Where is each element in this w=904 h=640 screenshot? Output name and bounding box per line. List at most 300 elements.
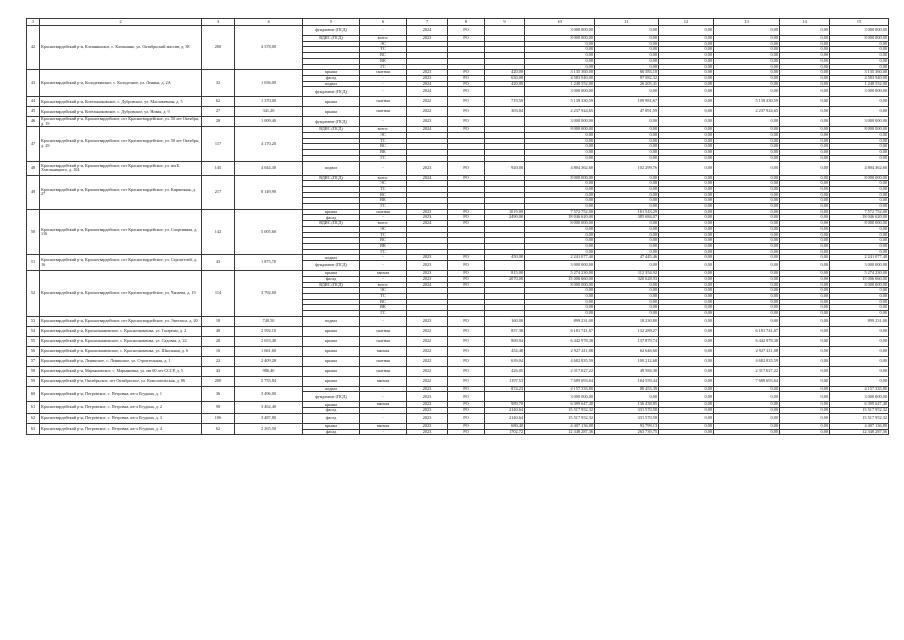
col-count: 98 xyxy=(202,402,235,413)
col-total-cost: 2 241 077,40 xyxy=(525,255,595,261)
col-11: 26 205,41 xyxy=(595,81,659,87)
address-cell: Красногвардейский р-н, Котельниковское, с. Дубровское, ул. Новая, д. 9 xyxy=(40,107,202,117)
col-15: 4 583 940,00 xyxy=(830,75,889,81)
col-material: - xyxy=(360,215,407,221)
col-12: 0,00 xyxy=(659,271,714,277)
col-15: 0,00 xyxy=(830,376,889,386)
col-12: 0,00 xyxy=(659,282,714,288)
col-year: 2022 xyxy=(407,107,448,117)
col-year: 2024 xyxy=(407,221,448,227)
col-source: РО xyxy=(448,175,485,181)
col-count: 36 xyxy=(202,386,235,402)
col-15: 12 348 287,36 xyxy=(830,429,889,435)
col-source: РО xyxy=(448,271,485,277)
col-12: 0,00 xyxy=(659,75,714,81)
col-source: РО xyxy=(448,282,485,288)
col-13: 0,00 xyxy=(714,198,780,204)
col-11: 0,00 xyxy=(595,117,659,127)
col-12: 0,00 xyxy=(659,26,714,36)
col-13: 0,00 xyxy=(714,64,780,70)
header-col-11: 11 xyxy=(595,19,659,26)
col-volume: 2140,64 xyxy=(485,408,525,414)
col-12: 0,00 xyxy=(659,299,714,305)
col-13: 2 927 411,08 xyxy=(714,346,780,356)
col-year: 2023 xyxy=(407,408,448,414)
col-14: 0,00 xyxy=(780,150,830,156)
col-14: 0,00 xyxy=(780,271,830,277)
col-total-cost: 0,00 xyxy=(525,249,595,255)
col-14: 0,00 xyxy=(780,423,830,429)
col-work-type: ВДИС (ПСД) xyxy=(303,127,360,133)
col-15: 0,00 xyxy=(830,144,889,150)
col-11: 331 570,58 xyxy=(595,413,659,423)
col-volume xyxy=(485,392,525,402)
col-14: 0,00 xyxy=(780,356,830,366)
col-material: ГС xyxy=(360,155,407,161)
col-material: - xyxy=(360,408,407,414)
col-14: 0,00 xyxy=(780,238,830,244)
col-material: ТС xyxy=(360,293,407,299)
col-12: 0,00 xyxy=(659,144,714,150)
col-year: 2024 xyxy=(407,81,448,87)
col-count: 62 xyxy=(202,97,235,107)
table-row xyxy=(27,117,889,127)
col-12: 0,00 xyxy=(659,261,714,271)
header-col-5: 5 xyxy=(303,19,360,26)
col-11: 0,00 xyxy=(595,226,659,232)
col-area: 1 661,60 xyxy=(235,346,303,356)
row-number: 55 xyxy=(27,336,40,346)
col-work-type: крыша xyxy=(303,97,360,107)
repair-plan-table xyxy=(26,18,889,435)
col-count: 217 xyxy=(202,175,235,209)
col-15: 0,00 xyxy=(830,155,889,161)
table-row xyxy=(27,26,889,36)
col-11: 0,00 xyxy=(595,305,659,311)
address-cell: Красногвардейский р-н, Колодезянское, с. Колодезное, ул. Ленина, д. 2А xyxy=(40,70,202,97)
row-number: 44 xyxy=(27,97,40,107)
address-cell: Красногвардейский р-н, Красногвардейское, пгт Красногвардейское, ул. Строителей, д. 16 xyxy=(40,255,202,271)
col-material: ГС xyxy=(360,204,407,210)
col-total-cost: 3 000 000,00 xyxy=(525,117,595,127)
col-13: 0,00 xyxy=(714,87,780,97)
col-volume xyxy=(485,261,525,271)
col-year: 2024 xyxy=(407,282,448,288)
col-12: 0,00 xyxy=(659,41,714,47)
col-11: 0,00 xyxy=(595,204,659,210)
row-number: 53 xyxy=(27,316,40,326)
col-volume: 1197,53 xyxy=(485,376,525,386)
table-row xyxy=(27,316,889,326)
address-cell: Красногвардейский р-н, Красногвардейское, пгт Красногвардейское, ул. Спортивная, д. 116 xyxy=(40,209,202,255)
col-12: 0,00 xyxy=(659,232,714,238)
col-11: 93 799,13 xyxy=(595,423,659,429)
col-year: 2023 xyxy=(407,70,448,76)
header-col-13: 13 xyxy=(714,19,780,26)
col-area: 986,40 xyxy=(235,366,303,376)
col-15: 3 000 000,00 xyxy=(830,261,889,271)
col-material: - xyxy=(360,429,407,435)
col-15: 5 274 230,00 xyxy=(830,271,889,277)
col-year: 2023 xyxy=(407,215,448,221)
col-count: 145 xyxy=(202,161,235,175)
col-work-type: фасад xyxy=(303,276,360,282)
col-14: 0,00 xyxy=(780,276,830,282)
col-14: 0,00 xyxy=(780,215,830,221)
col-13: 0,00 xyxy=(714,305,780,311)
col-material: скатная xyxy=(360,97,407,107)
col-15: 0,00 xyxy=(830,346,889,356)
col-14: 0,00 xyxy=(780,64,830,70)
col-total-cost: 0,00 xyxy=(525,192,595,198)
col-11: 0,00 xyxy=(595,58,659,64)
col-11: 109 981,67 xyxy=(595,97,659,107)
col-source: РО xyxy=(448,70,485,76)
col-11: 0,00 xyxy=(595,192,659,198)
col-year: 2023 xyxy=(407,117,448,127)
col-source: РО xyxy=(448,408,485,414)
col-11: 66 583,10 xyxy=(595,70,659,76)
col-count: 200 xyxy=(202,26,235,70)
col-year: 2023 xyxy=(407,276,448,282)
col-13: 0,00 xyxy=(714,249,780,255)
col-year: 2023 xyxy=(407,413,448,423)
col-total-cost: 0,00 xyxy=(525,204,595,210)
col-material: ВС xyxy=(360,192,407,198)
col-material: - xyxy=(360,81,407,87)
address-cell: Красногвардейский р-н, Красногвардейское, пгт Красногвардейское, ул. 50 лет Октября, д. 19 xyxy=(40,117,202,127)
col-material: скатная xyxy=(360,107,407,117)
col-15: 0,00 xyxy=(830,186,889,192)
col-11: 0,00 xyxy=(595,261,659,271)
col-total-cost: 8 000 000,00 xyxy=(525,221,595,227)
col-14: 0,00 xyxy=(780,249,830,255)
col-area: 3 496,00 xyxy=(235,386,303,402)
col-15: 15 517 952,32 xyxy=(830,413,889,423)
col-volume xyxy=(485,26,525,36)
col-12: 0,00 xyxy=(659,356,714,366)
col-work-type: фундамент (ПСД) xyxy=(303,26,360,36)
table-row xyxy=(27,107,889,117)
col-13: 0,00 xyxy=(714,276,780,282)
col-15: 8 000 000,00 xyxy=(830,127,889,133)
col-14: 0,00 xyxy=(780,97,830,107)
col-source: РО xyxy=(448,376,485,386)
col-12: 0,00 xyxy=(659,198,714,204)
row-number: 48 xyxy=(27,161,40,175)
col-material: ГС xyxy=(360,249,407,255)
col-material: всего: xyxy=(360,282,407,288)
col-11: 0,00 xyxy=(595,181,659,187)
col-work-type: фундамент (ПСД) xyxy=(303,87,360,97)
col-total-cost: 7 689 693,64 xyxy=(525,376,595,386)
col-year: 2024 xyxy=(407,26,448,36)
col-volume: 869,94 xyxy=(485,336,525,346)
col-total-cost: 0,00 xyxy=(525,181,595,187)
col-source: РО xyxy=(448,261,485,271)
col-total-cost: 0,00 xyxy=(525,144,595,150)
address-cell: Красногвардейский р-н, Петровское, с. Петровка, кв-л Егудина, д. 1 xyxy=(40,386,202,402)
row-number: 57 xyxy=(27,356,40,366)
col-13: 0,00 xyxy=(714,127,780,133)
col-year: 2023 xyxy=(407,423,448,429)
col-13: 0,00 xyxy=(714,138,780,144)
col-11: 100 212,68 xyxy=(595,356,659,366)
col-total-cost: 12 348 287,36 xyxy=(525,429,595,435)
col-13: 2 237 924,65 xyxy=(714,107,780,117)
col-14: 0,00 xyxy=(780,161,830,175)
col-14: 0,00 xyxy=(780,75,830,81)
col-material: мягкая xyxy=(360,271,407,277)
col-year: 2023 xyxy=(407,386,448,392)
col-volume: 874,23 xyxy=(485,386,525,392)
col-13: 0,00 xyxy=(714,26,780,36)
address-cell: Красногвардейский р-н, Красногвардейское, пгт Красногвардейское, ул. 50 лет Октября, д. 29 xyxy=(40,127,202,161)
col-total-cost: 8 000 000,00 xyxy=(525,36,595,42)
col-12: 0,00 xyxy=(659,70,714,76)
col-15: 3 000 000,00 xyxy=(830,26,889,36)
col-material: - xyxy=(360,255,407,261)
col-11: 164 559,44 xyxy=(595,376,659,386)
col-14: 0,00 xyxy=(780,376,830,386)
col-15: 0,00 xyxy=(830,336,889,346)
col-13: 0,00 xyxy=(714,175,780,181)
col-source: РО xyxy=(448,81,485,87)
col-material: всего: xyxy=(360,36,407,42)
col-13: 0,00 xyxy=(714,117,780,127)
col-14: 0,00 xyxy=(780,36,830,42)
col-year: 2022 xyxy=(407,336,448,346)
address-cell: Красногвардейский р-н, Красногвардейское, пгт Красногвардейское, ул. Чапаева, д. 19 xyxy=(40,271,202,317)
col-14: 0,00 xyxy=(780,346,830,356)
col-source: РО xyxy=(448,209,485,215)
col-15: 0,00 xyxy=(830,138,889,144)
row-number: 62 xyxy=(27,413,40,423)
col-source: РО xyxy=(448,75,485,81)
col-12: 0,00 xyxy=(659,138,714,144)
col-15: 15 006 660,00 xyxy=(830,276,889,282)
table-row xyxy=(27,161,889,175)
col-12: 0,00 xyxy=(659,87,714,97)
col-13: 0,00 xyxy=(714,155,780,161)
col-source: РО xyxy=(448,402,485,408)
col-material: скатная xyxy=(360,356,407,366)
col-15: 0,00 xyxy=(830,192,889,198)
col-total-cost: 0,00 xyxy=(525,305,595,311)
col-11: 0,00 xyxy=(595,127,659,133)
col-11: 97 582,32 xyxy=(595,75,659,81)
col-volume: 680,40 xyxy=(485,423,525,429)
col-13: 0,00 xyxy=(714,288,780,294)
col-11: 47 445,46 xyxy=(595,255,659,261)
col-12: 0,00 xyxy=(659,288,714,294)
col-11: 0,00 xyxy=(595,41,659,47)
table-row xyxy=(27,413,889,423)
col-total-cost: 8 000 000,00 xyxy=(525,175,595,181)
col-source: РО xyxy=(448,26,485,36)
col-volume: 420,00 xyxy=(485,70,525,76)
col-15: 8 000 000,00 xyxy=(830,221,889,227)
col-material: ЭС xyxy=(360,41,407,47)
col-area: 740,50 xyxy=(235,316,303,326)
col-work-type: ВДИС (ПСД) xyxy=(303,175,360,181)
col-14: 0,00 xyxy=(780,209,830,215)
col-12: 0,00 xyxy=(659,311,714,317)
col-total-cost: 0,00 xyxy=(525,311,595,317)
col-material: ЭС xyxy=(360,288,407,294)
col-total-cost: 0,00 xyxy=(525,238,595,244)
col-work-type: подвал xyxy=(303,255,360,261)
header-col-12: 12 xyxy=(659,19,714,26)
col-total-cost: 0,00 xyxy=(525,58,595,64)
col-work-type: фасад xyxy=(303,413,360,423)
col-14: 0,00 xyxy=(780,408,830,414)
document-sheet xyxy=(26,18,888,435)
col-work-type: фасад xyxy=(303,408,360,414)
col-13: 0,00 xyxy=(714,226,780,232)
col-14: 0,00 xyxy=(780,221,830,227)
col-total-cost: 4 583 940,00 xyxy=(525,75,595,81)
col-11: 0,00 xyxy=(595,186,659,192)
col-15: 0,00 xyxy=(830,326,889,336)
row-number: 42 xyxy=(27,26,40,70)
col-15: 0,00 xyxy=(830,53,889,59)
col-total-cost: 0,00 xyxy=(525,47,595,53)
col-material: скатная xyxy=(360,209,407,215)
col-12: 0,00 xyxy=(659,255,714,261)
col-12: 0,00 xyxy=(659,117,714,127)
col-12: 0,00 xyxy=(659,366,714,376)
table-row xyxy=(27,356,889,366)
col-11: 161 543,29 xyxy=(595,209,659,215)
col-14: 0,00 xyxy=(780,87,830,97)
col-total-cost: 4 804 362,60 xyxy=(525,161,595,175)
col-work-type: крыша xyxy=(303,402,360,408)
col-total-cost: 0,00 xyxy=(525,232,595,238)
col-year: 2022 xyxy=(407,376,448,386)
col-12: 0,00 xyxy=(659,53,714,59)
col-12: 0,00 xyxy=(659,186,714,192)
col-total-cost: 0,00 xyxy=(525,53,595,59)
row-number: 58 xyxy=(27,366,40,376)
col-13: 0,00 xyxy=(714,271,780,277)
row-number: 59 xyxy=(27,376,40,386)
col-15: 0,00 xyxy=(830,249,889,255)
header-col-1: 1 xyxy=(27,19,40,26)
col-area: 5 005,60 xyxy=(235,209,303,255)
table-row xyxy=(27,366,889,376)
col-13: 0,00 xyxy=(714,293,780,299)
col-material: - xyxy=(360,87,407,97)
col-year: 2022 xyxy=(407,346,448,356)
col-14: 0,00 xyxy=(780,58,830,64)
col-volume: 303,04 xyxy=(485,107,525,117)
address-cell: Красногвардейский р-н, Красногвардейское, пгт Красногвардейское, ул. им Б. Хмельницкого, д. 104 xyxy=(40,161,202,175)
col-13: 0,00 xyxy=(714,221,780,227)
col-15: 0,00 xyxy=(830,181,889,187)
col-12: 0,00 xyxy=(659,316,714,326)
address-cell: Красногвардейский р-н, Краснознаменское, с. Краснознаменка, ул. Гагарина, д. 2 xyxy=(40,326,202,336)
col-total-cost: 0,00 xyxy=(525,150,595,156)
col-11: 0,00 xyxy=(595,133,659,139)
col-material: - xyxy=(360,75,407,81)
col-count: 114 xyxy=(202,271,235,317)
col-11: 62 646,60 xyxy=(595,346,659,356)
col-12: 0,00 xyxy=(659,215,714,221)
row-number: 49 xyxy=(27,175,40,209)
col-year: 2024 xyxy=(407,175,448,181)
col-12: 0,00 xyxy=(659,293,714,299)
col-year: 2023 xyxy=(407,255,448,261)
col-source: РО xyxy=(448,276,485,282)
col-source: РО xyxy=(448,336,485,346)
col-11: 0,00 xyxy=(595,249,659,255)
col-13: 0,00 xyxy=(714,81,780,87)
col-work-type: подвал xyxy=(303,386,360,392)
col-13: 0,00 xyxy=(714,232,780,238)
col-material: - xyxy=(360,161,407,175)
col-15: 0,00 xyxy=(830,47,889,53)
col-11: 18 230,80 xyxy=(595,316,659,326)
col-count: 32 xyxy=(202,70,235,97)
col-11: 0,00 xyxy=(595,232,659,238)
col-15: 4 157 335,80 xyxy=(830,386,889,392)
col-11: 0,00 xyxy=(595,26,659,36)
col-area: 3 462,40 xyxy=(235,402,303,413)
col-14: 0,00 xyxy=(780,261,830,271)
col-work-type: фасад xyxy=(303,215,360,221)
col-year: 2023 xyxy=(407,261,448,271)
col-material: ЭС xyxy=(360,226,407,232)
col-count: 48 xyxy=(202,326,235,336)
col-12: 0,00 xyxy=(659,336,714,346)
col-14: 0,00 xyxy=(780,26,830,36)
col-material: ТС xyxy=(360,47,407,53)
col-11: 0,00 xyxy=(595,299,659,305)
col-source: РО xyxy=(448,316,485,326)
row-number: 50 xyxy=(27,209,40,255)
header-col-7: 7 xyxy=(407,19,448,26)
col-material: - xyxy=(360,392,407,402)
col-work-type: крыша xyxy=(303,107,360,117)
col-11: 385 684,07 xyxy=(595,215,659,221)
col-15: 0,00 xyxy=(830,288,889,294)
col-total-cost: 2 927 411,08 xyxy=(525,346,595,356)
col-material: скатная xyxy=(360,70,407,76)
col-count: 43 xyxy=(202,366,235,376)
col-15: 0,00 xyxy=(830,238,889,244)
col-11: 132 289,27 xyxy=(595,326,659,336)
col-total-cost: 4 407 136,80 xyxy=(525,423,595,429)
row-number: 63 xyxy=(27,423,40,434)
col-13: 6 181 741,67 xyxy=(714,326,780,336)
col-13: 0,00 xyxy=(714,238,780,244)
col-14: 0,00 xyxy=(780,402,830,408)
col-material: мягкая xyxy=(360,346,407,356)
col-14: 0,00 xyxy=(780,316,830,326)
col-15: 0,00 xyxy=(830,226,889,232)
col-source: РО xyxy=(448,107,485,117)
address-cell: Красногвардейский р-н, Краснознаменское, с. Краснознаменка, ул. Школьная, д. 6 xyxy=(40,346,202,356)
col-14: 0,00 xyxy=(780,366,830,376)
table-row xyxy=(27,346,889,356)
col-year: 2023 xyxy=(407,402,448,408)
address-cell: Красногвардейский р-н, Ленинское, с. Ленинское, ул. Строительная, д. 1 xyxy=(40,356,202,366)
col-volume xyxy=(485,87,525,97)
col-year: 2024 xyxy=(407,87,448,97)
col-14: 0,00 xyxy=(780,413,830,423)
col-volume xyxy=(485,117,525,127)
